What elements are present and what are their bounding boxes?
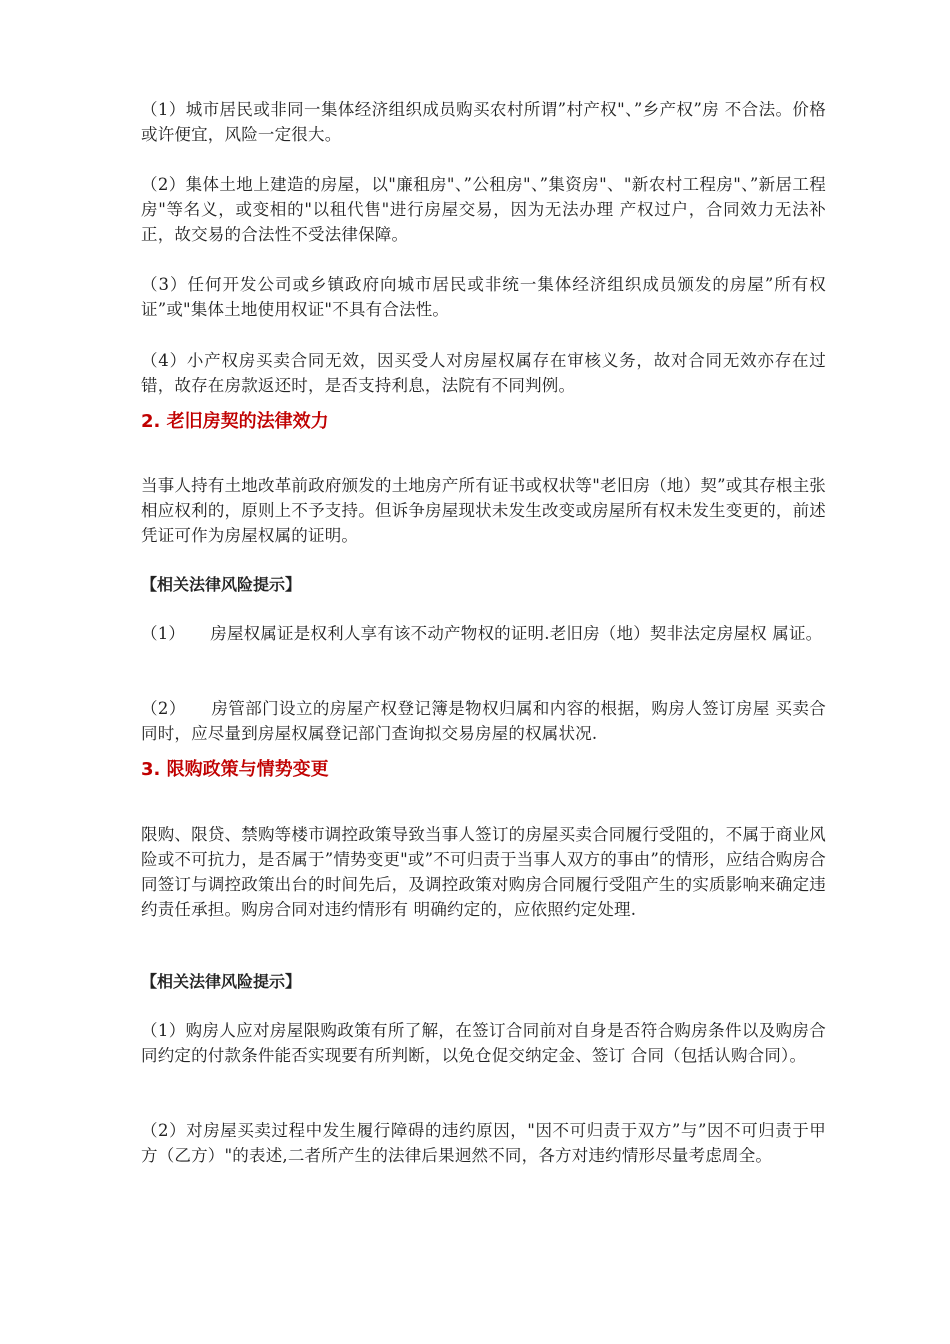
paragraph: （1）城市居民或非同一集体经济组织成员购买农村所谓”村产权"、”乡产权”房 不合法。价格或许便宜，风险一定很大。	[141, 100, 826, 144]
paragraph: （1） 房屋权属证是权利人享有该不动产物权的证明.老旧房（地）契非法定房屋权 属证。	[141, 624, 823, 643]
section2-body-block	[141, 473, 826, 548]
section2-heading-block	[141, 409, 826, 435]
section-heading: 2. 老旧房契的法律效力	[141, 411, 329, 432]
section1-item-3	[141, 272, 826, 322]
section2-item-2	[141, 696, 826, 746]
paragraph: （2） 房管部门设立的房屋产权登记簿是物权归属和内容的根据，购房人签订房屋 买卖合同时，应尽量到房屋权属登记部门查询拟交易房屋的权属状况.	[141, 699, 826, 743]
section-heading: 3. 限购政策与情势变更	[141, 759, 329, 780]
section3-item-2	[141, 1118, 826, 1168]
paragraph: （3）任何开发公司或乡镇政府向城市居民或非统一集体经济组织成员颁发的房屋”所有权证”或"集体土地使用权证"不具有合法性。	[141, 275, 826, 319]
paragraph: （4）小产权房买卖合同无效，因买受人对房屋权属存在审核义务，故对合同无效亦存在过错，故存在房款返还时，是否支持利息，法院有不同判例。	[141, 351, 826, 395]
section2-tip-block	[141, 573, 826, 597]
section3-tip-block	[141, 970, 826, 994]
section1-item-2	[141, 172, 826, 247]
section1-item-1	[141, 97, 826, 147]
paragraph: （1）购房人应对房屋限购政策有所了解，在签订合同前对自身是否符合购房条件以及购房合同约定的付款条件能否实现要有所判断，以免仓促交纳定金、签订 合同（包括认购合同）。	[141, 1021, 826, 1065]
paragraph: （2）对房屋买卖过程中发生履行障碍的违约原因，"因不可归责于双方”与”因不可归责于甲方（乙方）"的表述,二者所产生的法律后果迥然不同，各方对违约情形尽量考虑周全。	[141, 1121, 826, 1165]
section3-item-1	[141, 1018, 826, 1068]
section3-body-block	[141, 822, 826, 922]
section2-item-1	[141, 621, 826, 646]
section3-heading-block	[141, 757, 826, 783]
paragraph: 限购、限贷、禁购等楼市调控政策导致当事人签订的房屋买卖合同履行受阻的，不属于商业风险或不可抗力，是否属于”情势变更"或”不可归责于当事人双方的事由”的情形，应结合购房合同签订与调控政策出台的时间先后，及调控政策对购房合同履行受阻产生的实质影响来确定违约责任承担。购房合同对违约情形有 明确约定的，应依照约定处理.	[141, 825, 826, 919]
paragraph: （2）集体土地上建造的房屋，以"廉租房"、”公租房"、”集资房"、"新农村工程房"、”新居工程房"等名义，或变相的"以租代售"进行房屋交易，因为无法办理 产权过户，合同效力无法补正，故交易的合法性不受法律保障。	[141, 175, 826, 244]
section1-item-4	[141, 348, 826, 398]
paragraph: 当事人持有土地改革前政府颁发的土地房产所有证书或权状等"老旧房（地）契”或其存根主张相应权利的，原则上不予支持。但诉争房屋现状未发生改变或房屋所有权未发生变更的，前述凭证可作为房屋权属的证明。	[141, 476, 826, 545]
risk-tip-title: 【相关法律风险提示】	[141, 575, 302, 594]
risk-tip-title: 【相关法律风险提示】	[141, 972, 302, 991]
